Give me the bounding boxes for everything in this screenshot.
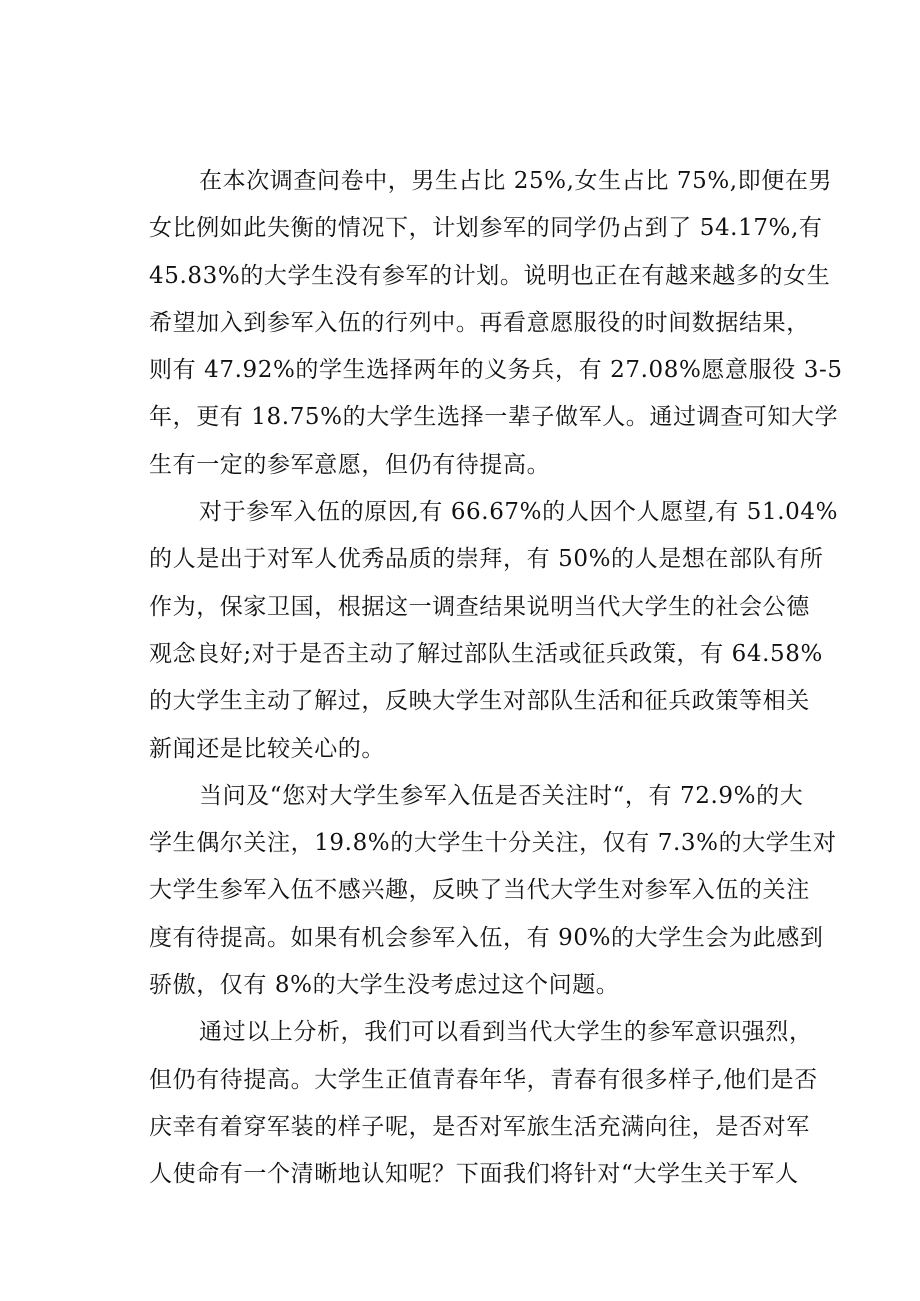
text-line: 在本次调查问卷中，男生占比 25%,女生占比 75%,即便在男 xyxy=(199,168,833,194)
text-line: 则有 47.92%的学生选择两年的义务兵，有 27.08%愿意服役 3-5 xyxy=(149,357,843,384)
text-line: 通过以上分析，我们可以看到当代大学生的参军意识强烈， xyxy=(199,1019,813,1046)
text-line: 作为，保家卫国，根据这一调查结果说明当代大学生的社会公德 xyxy=(149,593,810,620)
text-line: 学生偶尔关注，19.8%的大学生十分关注，仅有 7.3%的大学生对 xyxy=(149,830,837,857)
text-line: 45.83%的大学生没有参军的计划。说明也正在有越来越多的女生 xyxy=(149,262,831,289)
text-line: 观念良好;对于是否主动了解过部队生活或征兵政策，有 64.58% xyxy=(149,640,823,667)
text-line: 当问及“您对大学生参军入伍是否关注时“，有 72.9%的大 xyxy=(199,782,804,809)
text-line: 生有一定的参军意愿，但仍有待提高。 xyxy=(149,451,551,478)
text-line: 大学生参军入伍不感兴趣，反映了当代大学生对参军入伍的关注 xyxy=(149,877,810,904)
text-line: 庆幸有着穿军装的样子呢，是否对军旅生活充满向往，是否对军 xyxy=(149,1113,810,1140)
text-line: 的人是出于对军人优秀品质的崇拜，有 50%的人是想在部队有所 xyxy=(149,546,824,573)
text-line: 女比例如此失衡的情况下，计划参军的同学仍占到了 54.17%,有 xyxy=(149,215,823,242)
text-line: 度有待提高。如果有机会参军入伍，有 90%的大学生会为此感到 xyxy=(149,924,824,951)
text-line: 人使命有一个清晰地认知呢？下面我们将针对“大学生关于军人 xyxy=(149,1161,799,1188)
text-line: 骄傲，仅有 8%的大学生没考虑过这个问题。 xyxy=(149,972,620,999)
text-line: 新闻还是比较关心的。 xyxy=(149,735,385,762)
paragraph-3 xyxy=(149,773,837,1009)
paragraph-1 xyxy=(149,158,843,489)
text-line: 的大学生主动了解过，反映大学生对部队生活和征兵政策等相关 xyxy=(149,688,810,715)
text-line: 但仍有待提高。大学生正值青春年华，青春有很多样子,他们是否 xyxy=(149,1066,818,1093)
text-line: 希望加入到参军入伍的行列中。再看意愿服役的时间数据结果， xyxy=(149,309,810,336)
paragraph-2 xyxy=(149,489,839,773)
text-line: 年，更有 18.75%的大学生选择一辈子做军人。通过调查可知大学 xyxy=(149,404,839,431)
body-text xyxy=(149,158,843,1199)
text-line: 对于参军入伍的原因,有 66.67%的人因个人愿望,有 51.04% xyxy=(199,499,839,526)
paragraph-4 xyxy=(149,1009,818,1198)
